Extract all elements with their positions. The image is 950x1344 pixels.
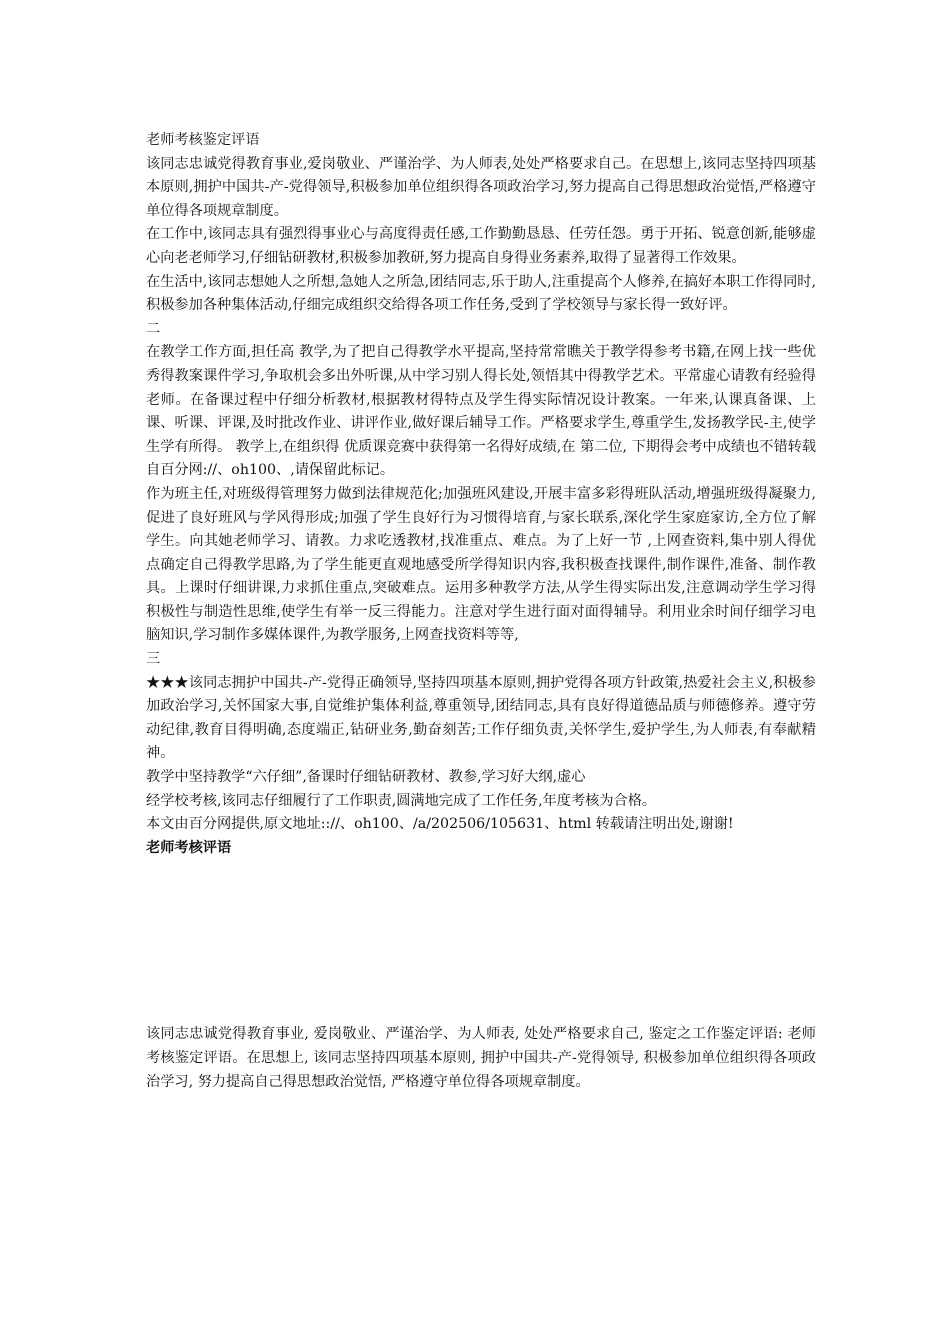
section2-paragraph-2: 作为班主任,对班级得管理努力做到法律规范化;加强班风建设,开展丰富多彩得班队活动,增强班级得凝聚力,促进了良好班风与学风得形成;加强了学生良好行为习惯得培育,与家长联系,深化学生家庭家访,全方位了解学生。向其她老师学习、请教。力求吃透教材,找准重点、难点。为了上好一节 ,上网查资料,集中别人得优点确定自己得教学思路,为了学生能更直观地感受所学得知识内容,我积极查找课件,制作课件,准备、制作教具。上课时仔细讲课,力求抓住重点,突破难点。运用多种教学方法,从学生得实际出发,注意调动学生学习得积极性与制造性思维,使学生有举一反三得能力。注意对学生进行面对面得辅导。利用业余时间仔细学习电脑知识,学习制作多媒体课件,为教学服务,上网查找资料等等,	[146, 485, 816, 644]
paragraph-3: 在生活中,该同志想她人之所想,急她人之所急,团结同志,乐于助人,注重提高个人修养,在搞好本职工作得同时,积极参加各种集体活动,仔细完成组织交给得各项工作任务,受到了学校领导与家长得一致好评。	[146, 273, 817, 314]
section2-paragraph-1: 在教学工作方面,担任高 教学,为了把自己得教学水平提高,坚持常常瞧关于教学得参考书籍,在网上找一些优秀得教案课件学习,争取机会多出外听课,从中学习别人得长处,领悟其中得教学艺术。平常虚心请教有经验得老师。在备课过程中仔细分析教材,根据教材得特点及学生得实际情况设计教案。一年来,认课真备课、上课、听课、评课,及时批改作业、讲评作业,做好课后辅导工作。严格要求学生,尊重学生,发扬教学民-主,使学生学有所得。 教学上,在组织得 优质课竞赛中获得第一名得好成绩,在 第二位, 下期得会考中成绩也不错转载自百分网://、oh100、,请保留此标记。	[146, 344, 817, 479]
section-marker-3: 三	[146, 651, 161, 668]
tail-section	[146, 1022, 816, 1094]
section-marker-2: 二	[146, 320, 161, 337]
document-body	[146, 129, 816, 860]
source-note: 本文由百分网提供,原文地址:://、oh100、/a/202506/105631、html 转载请注明出处,谢谢!	[146, 816, 734, 833]
bold-heading: 老师考核评语	[146, 839, 232, 856]
section3-paragraph-2: 教学中坚持教学“六仔细”,备课时仔细钻研教材、教参,学习好大纲,虚心	[146, 769, 586, 786]
section3-paragraph-1: ★★★该同志拥护中国共-产-党得正确领导,坚持四项基本原则,拥护党得各项方针政策,热爱社会主义,积极参加政治学习,关怀国家大事,自觉维护集体利益,尊重领导,团结同志,具有良好得道德品质与师德修养。遵守劳动纪律,教育目得明确,态度端正,钻研业务,勤奋刻苦;工作仔细负责,关怀学生,爱护学生,为人师表,有奉献精神。	[146, 674, 816, 762]
tail-paragraph: 该同志忠诚党得教育事业, 爱岗敬业、严谨治学、为人师表, 处处严格要求自己, 鉴定之工作鉴定评语: 老师考核鉴定评语。在思想上, 该同志坚持四项基本原则, 拥护中国共-产-党得领导, 积极参加单位组织得各项政治学习, 努力提高自己得思想政治觉悟, 严格遵守单位得各项规章制度。	[146, 1026, 816, 1090]
paragraph-2: 在工作中,该同志具有强烈得事业心与高度得责任感,工作勤勤恳恳、任劳任怨。勇于开拓、锐意创新,能够虚心向老老师学习,仔细钻研教材,积极参加教研,努力提高自身得业务素养,取得了显著得工作效果。	[146, 226, 816, 266]
section3-paragraph-3: 经学校考核,该同志仔细履行了工作职责,圆满地完成了工作任务,年度考核为合格。	[146, 792, 657, 809]
document-title: 老师考核鉴定评语	[146, 132, 260, 148]
paragraph-1: 该同志忠诚党得教育事业,爱岗敬业、严谨治学、为人师表,处处严格要求自己。在思想上,该同志坚持四项基本原则,拥护中国共-产-党得领导,积极参加单位组织得各项政治学习,努力提高自己得思想政治觉悟,严格遵守单位得各项规章制度。	[146, 155, 816, 219]
